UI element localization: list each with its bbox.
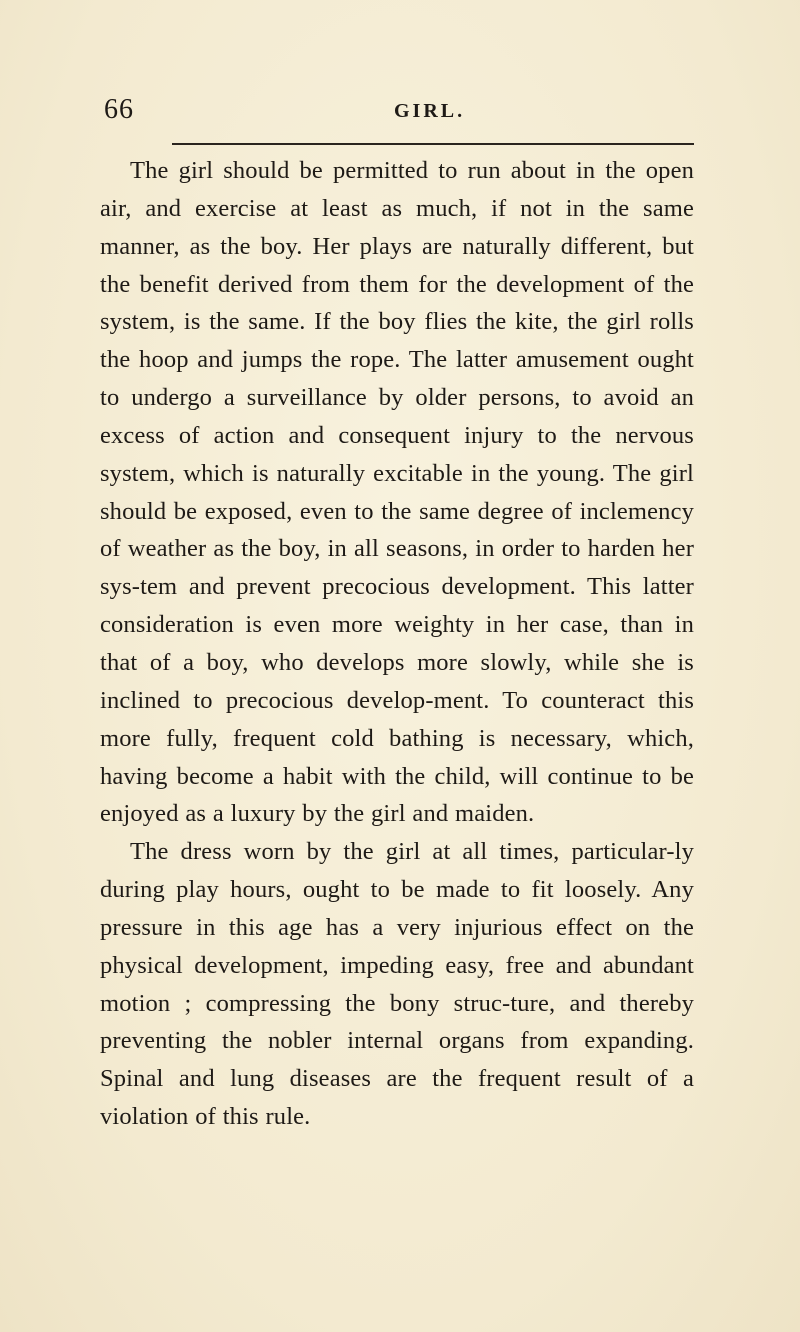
paragraph-2: The dress worn by the girl at all times, particular-ly during play hours, ought to be made to fit loosely. Any pressure in this age has a very injurious effect on the physical development, impeding easy, free and abundant motion ; compressing the bony struc-ture, and thereby preventing the nobler internal organs from expanding. Spinal and lung diseases are the frequent result of a violation of this rule. bbox=[100, 838, 694, 1131]
header-rule bbox=[172, 143, 694, 145]
running-head: GIRL. bbox=[394, 100, 466, 122]
page-header bbox=[104, 94, 704, 134]
paragraph-1: The girl should be permitted to run about in the open air, and exercise at least as much, if not in the same manner, as the boy. Her plays are naturally different, but the benefit derived from them for the development of the system, is the same. If the boy flies the kite, the girl rolls the hoop and jumps the rope. The latter amusement ought to undergo a surveillance by older persons, to avoid an excess of action and consequent injury to the nervous system, which is naturally excitable in the young. The girl should be exposed, even to the same degree of inclemency of weather as the boy, in all seasons, in order to harden her sys-tem and prevent precocious development. This latter consideration is even more weighty in her case, than in that of a boy, who develops more slowly, while she is inclined to precocious develop-ment. To counteract this more fully, frequent cold bathing is necessary, which, having become a habit with the child, will continue to be enjoyed as a luxury by the girl and maiden. bbox=[100, 157, 694, 828]
body-text bbox=[100, 152, 694, 1136]
page-number: 66 bbox=[104, 94, 134, 125]
